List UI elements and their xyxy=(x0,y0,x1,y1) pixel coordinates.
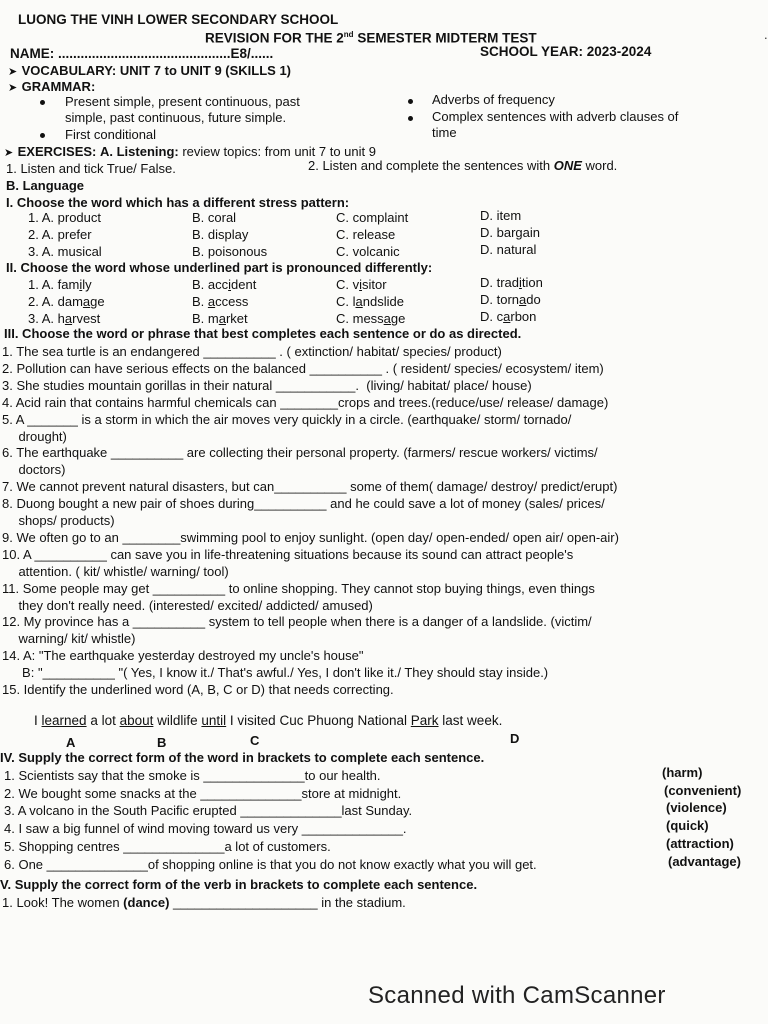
question-line: 1. The sea turtle is an endangered __________ . ( extinction/ habitat/ species/ product) xyxy=(2,344,502,359)
option-3-c: C. message xyxy=(336,311,406,326)
option-3-b: B. poisonous xyxy=(192,244,268,259)
word-form-item: 2. We bought some snacks at the ______________store at midnight. xyxy=(4,786,402,801)
word-form-item: 6. One ______________of shopping online is that you do not know exactly what you will get. xyxy=(4,857,537,872)
option-3-d: D. natural xyxy=(480,242,537,257)
question-line: warning/ kit/ whistle) xyxy=(4,631,136,646)
option-2-a: 2. A. damage xyxy=(28,294,105,309)
question-line: 10. A __________ can save you in life-threatening situations because its sound can attract people's xyxy=(2,547,574,562)
question-line: B: "__________ "( Yes, I know it./ That's awful./ Yes, I don't like it./ They should stay inside.) xyxy=(4,665,549,680)
option-2-d: D. bargain xyxy=(480,225,540,240)
question-line: 15. Identify the underlined word (A, B, C or D) that needs correcting. xyxy=(2,682,394,697)
word-form-item: 1. Scientists say that the smoke is ______________to our health. xyxy=(4,768,381,783)
exercises-heading: ➤ EXERCISES: A. Listening: review topics: from unit 7 to unit 9 xyxy=(4,144,376,159)
option-3-a: 3. A. musical xyxy=(28,244,102,259)
identify-label-c: C xyxy=(250,733,260,748)
grammar-item: Adverbs of frequency xyxy=(432,92,555,107)
option-2-a: 2. A. prefer xyxy=(28,227,92,242)
section-5-item-1: 1. Look! The women (dance) ____________________ in the stadium. xyxy=(2,895,406,910)
question-line: 4. Acid rain that contains harmful chemicals can ________crops and trees.(reduce/use/ release/ damage) xyxy=(2,395,609,410)
listening-task-2: 2. Listen and complete the sentences with ONE word. xyxy=(308,158,618,173)
question-line: 11. Some people may get __________ to online shopping. They cannot stop buying things, even things xyxy=(2,581,595,596)
question-line: 12. My province has a __________ system to tell people when there is a danger of a landslide. (victim/ xyxy=(2,614,592,629)
identify-label-a: A xyxy=(66,735,76,750)
question-line: 9. We often go to an ________swimming pool to enjoy sunlight. (open day/ open-ended/ open air/ open-air) xyxy=(2,530,619,545)
school-year: SCHOOL YEAR: 2023-2024 xyxy=(480,44,652,59)
section-1-title: I. Choose the word which has a different stress pattern: xyxy=(6,195,350,210)
option-2-b: B. access xyxy=(192,294,249,309)
grammar-heading: ➤ GRAMMAR: xyxy=(8,79,96,94)
question-line: shops/ products) xyxy=(4,513,115,528)
identify-label-d: D xyxy=(510,731,520,746)
option-1-d: D. tradition xyxy=(480,275,543,290)
bullet-icon xyxy=(408,99,413,104)
school-name: LUONG THE VINH LOWER SECONDARY SCHOOL xyxy=(18,12,339,27)
question-line: they don't really need. (interested/ excited/ addicted/ amused) xyxy=(4,598,373,613)
question-line: 5. A _______ is a storm in which the air moves very quickly in a circle. (earthquake/ storm/ tornado/ xyxy=(2,412,572,427)
option-2-c: C. release xyxy=(336,227,396,242)
question-line: 6. The earthquake __________ are collecting their personal property. (farmers/ rescue workers/ victims/ xyxy=(2,445,598,460)
grammar-item: simple, past continuous, future simple. xyxy=(65,110,287,125)
name-field: NAME: ..............................................E8/...... xyxy=(10,46,274,61)
section-3-title: III. Choose the word or phrase that best completes each sentence or do as directed. xyxy=(4,326,522,341)
word-form-item: 3. A volcano in the South Pacific erupted ______________last Sunday. xyxy=(4,803,413,818)
option-3-a: 3. A. harvest xyxy=(28,311,101,326)
identify-sentence: I learned a lot about wildlife until I visited Cuc Phuong National Park last week. xyxy=(34,713,503,728)
arrow-icon: ➤ xyxy=(8,82,18,94)
edge-mark: · xyxy=(763,30,768,45)
option-1-a: 1. A. family xyxy=(28,277,92,292)
language-heading: B. Language xyxy=(6,178,85,193)
option-2-d: D. tornado xyxy=(480,292,541,307)
bullet-icon xyxy=(40,100,45,105)
word-in-brackets: (quick) xyxy=(666,818,709,833)
vocabulary-heading: ➤ VOCABULARY: UNIT 7 to UNIT 9 (SKILLS 1) xyxy=(8,63,292,78)
option-1-d: D. item xyxy=(480,208,522,223)
option-3-d: D. carbon xyxy=(480,309,537,324)
grammar-item: Complex sentences with adverb clauses of xyxy=(432,109,679,124)
word-form-item: 5. Shopping centres ______________a lot of customers. xyxy=(4,839,331,854)
arrow-icon: ➤ xyxy=(4,147,14,159)
camscanner-watermark: Scanned with CamScanner xyxy=(368,982,666,1009)
question-line: drought) xyxy=(4,429,67,444)
test-title: REVISION FOR THE 2nd SEMESTER MIDTERM TEST xyxy=(205,30,537,46)
option-1-b: B. accident xyxy=(192,277,257,292)
question-line: 2. Pollution can have serious effects on the balanced __________ . ( resident/ species/ ecosystem/ item) xyxy=(2,361,604,376)
word-form-item: 4. I saw a big funnel of wind moving toward us very ______________. xyxy=(4,821,407,836)
question-line: 7. We cannot prevent natural disasters, but can__________ some of them( damage/ destroy/ predict/erupt) xyxy=(2,479,618,494)
word-in-brackets: (harm) xyxy=(662,765,703,780)
question-line: attention. ( kit/ whistle/ warning/ tool) xyxy=(4,564,229,579)
word-in-brackets: (attraction) xyxy=(666,836,734,851)
option-1-c: C. complaint xyxy=(336,210,409,225)
option-2-c: C. landslide xyxy=(336,294,404,309)
bullet-icon xyxy=(40,133,45,138)
option-3-c: C. volcanic xyxy=(336,244,400,259)
section-5-title: V. Supply the correct form of the verb in brackets to complete each sentence. xyxy=(0,877,478,892)
arrow-icon: ➤ xyxy=(8,66,18,78)
question-line: 8. Duong bought a new pair of shoes during__________ and he could save a lot of money (sales/ prices/ xyxy=(2,496,605,511)
option-1-c: C. visitor xyxy=(336,277,387,292)
identify-label-b: B xyxy=(157,735,167,750)
grammar-item: First conditional xyxy=(65,127,157,142)
word-in-brackets: (violence) xyxy=(666,800,727,815)
question-line: 14. A: "The earthquake yesterday destroyed my uncle's house" xyxy=(2,648,364,663)
grammar-item: time xyxy=(432,125,457,140)
listening-task-1: 1. Listen and tick True/ False. xyxy=(6,161,176,176)
question-line: 3. She studies mountain gorillas in their natural ___________. (living/ habitat/ place/ house) xyxy=(2,378,532,393)
option-3-b: B. market xyxy=(192,311,248,326)
option-1-b: B. coral xyxy=(192,210,237,225)
section-4-title: IV. Supply the correct form of the word in brackets to complete each sentence. xyxy=(0,750,485,765)
grammar-item: Present simple, present continuous, past xyxy=(65,94,300,109)
option-1-a: 1. A. product xyxy=(28,210,101,225)
bullet-icon xyxy=(408,116,413,121)
word-in-brackets: (convenient) xyxy=(664,783,742,798)
question-line: doctors) xyxy=(4,462,66,477)
word-in-brackets: (advantage) xyxy=(668,854,741,869)
section-2-title: II. Choose the word whose underlined part is pronounced differently: xyxy=(6,260,433,275)
option-2-b: B. display xyxy=(192,227,249,242)
